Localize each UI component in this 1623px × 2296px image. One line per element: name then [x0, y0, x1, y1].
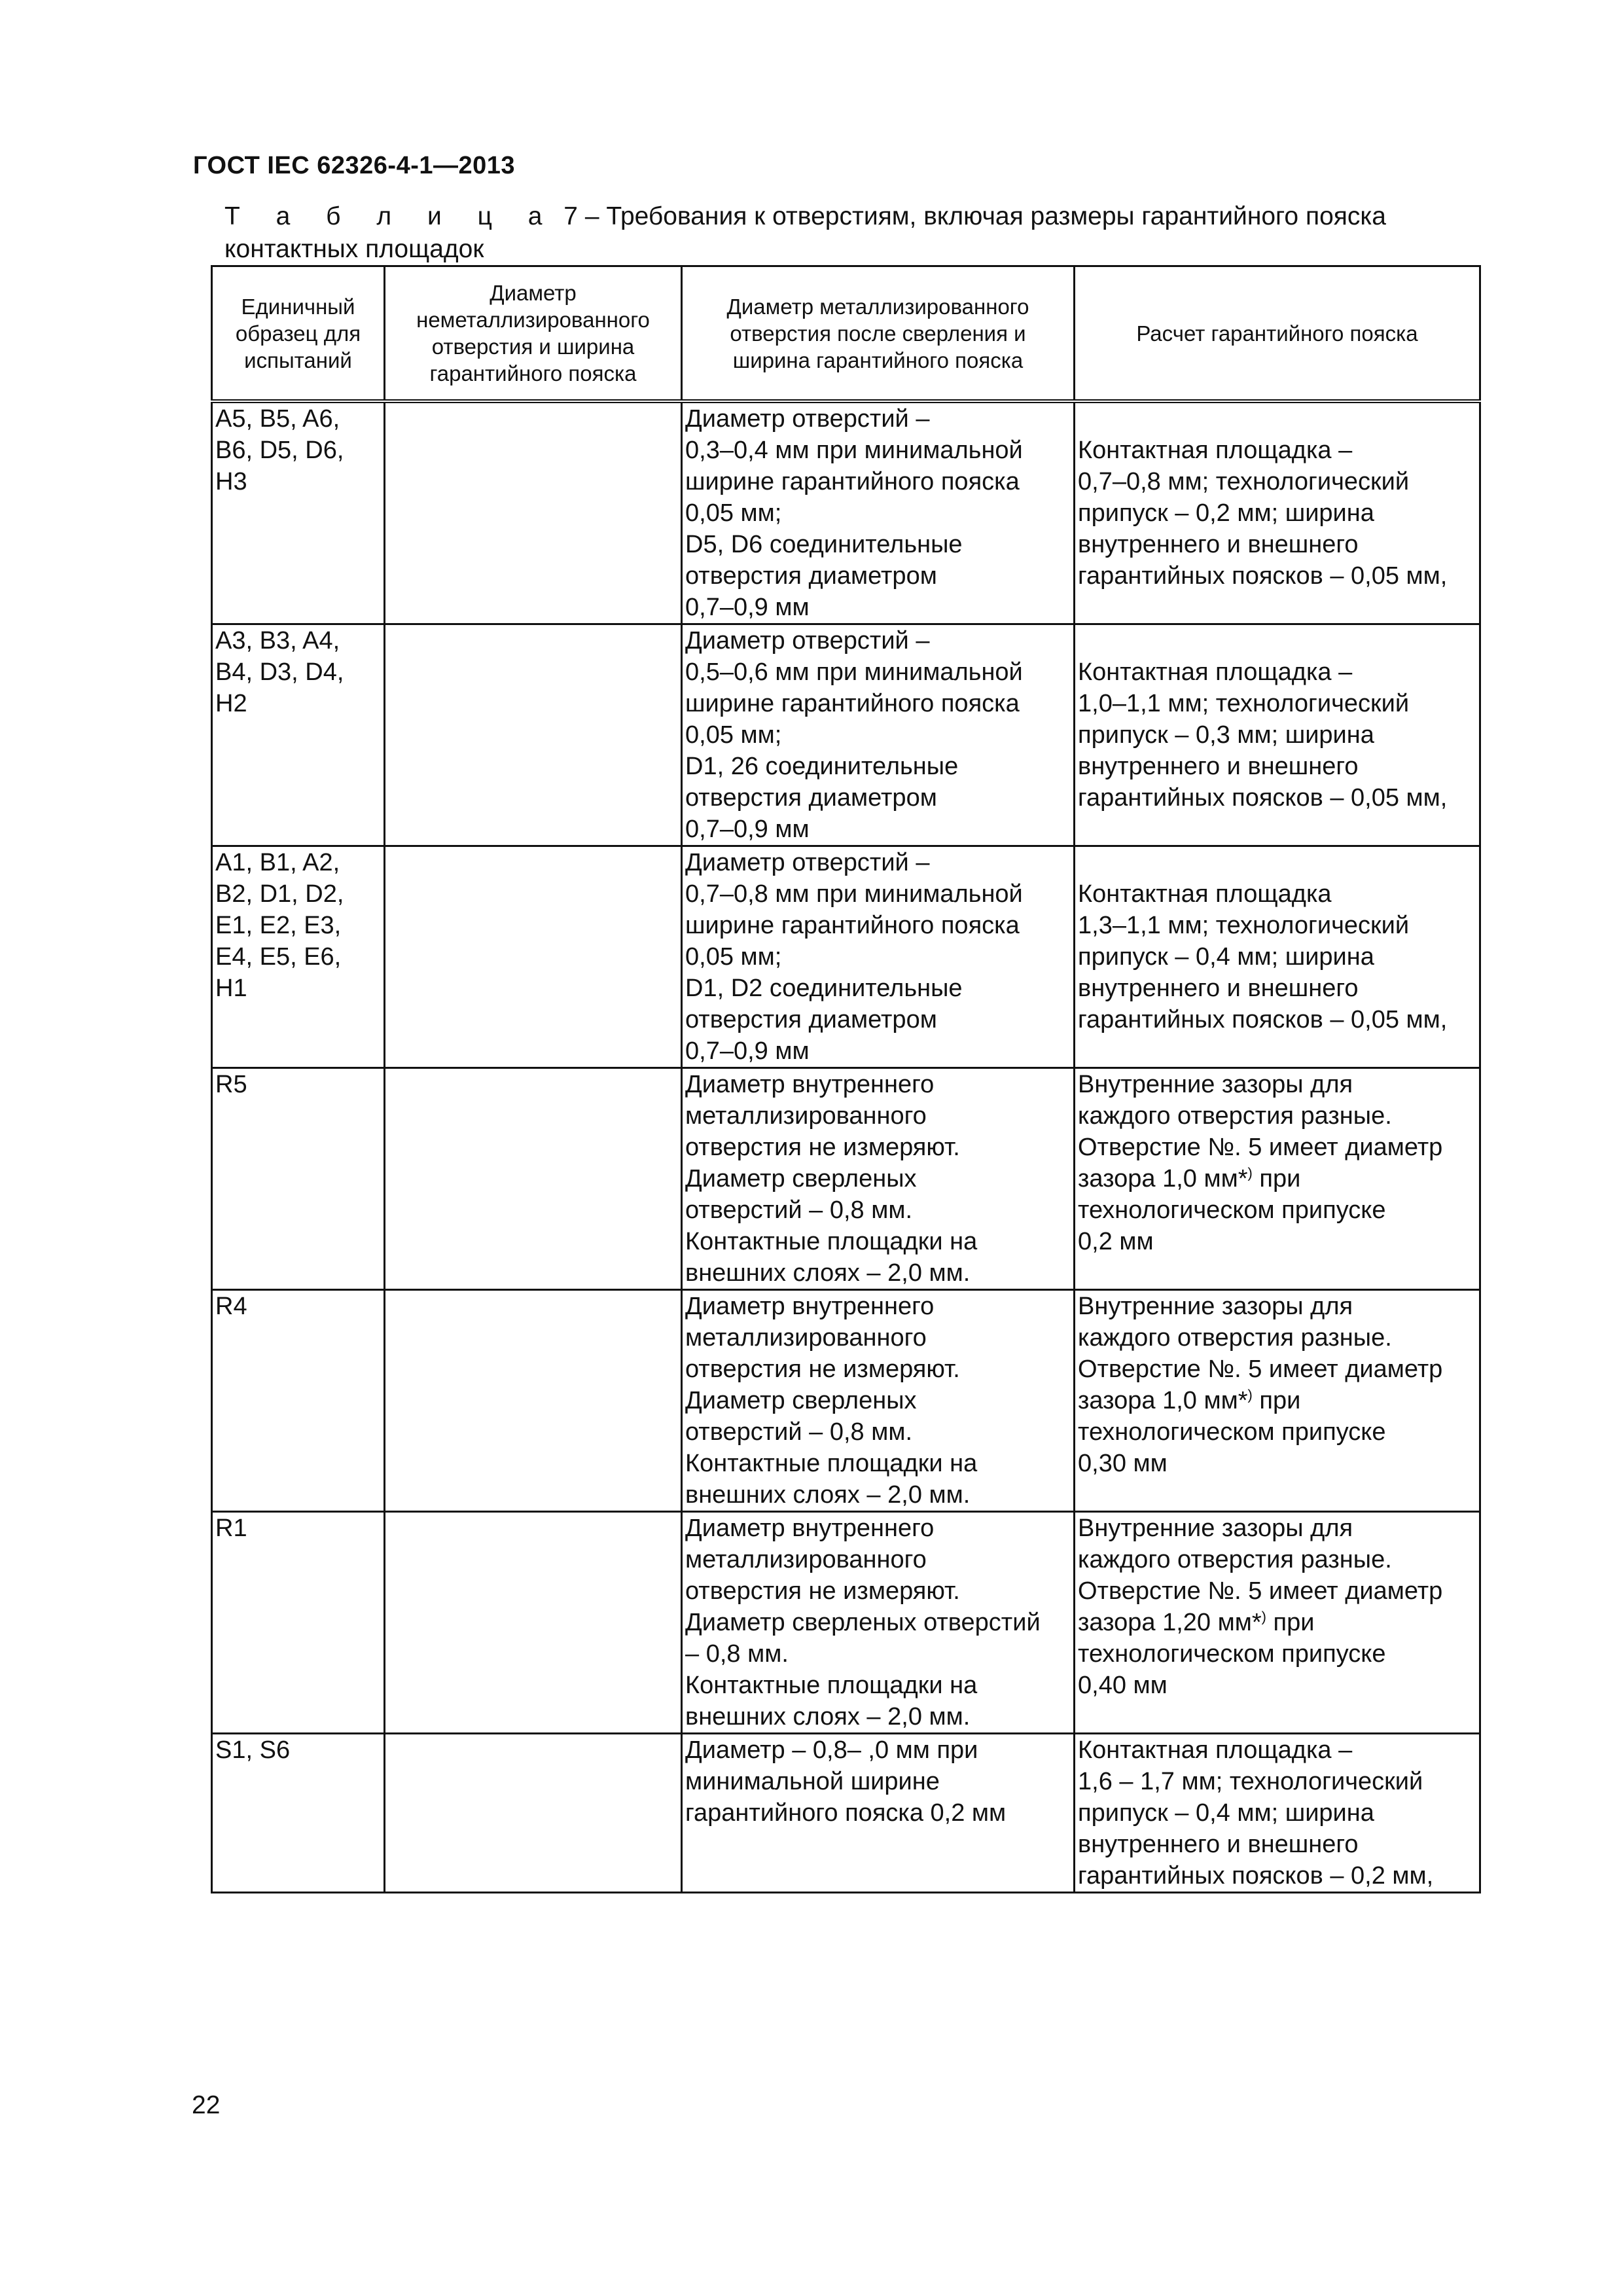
footnote-mark: ): [1247, 1386, 1253, 1403]
table-row: [212, 1290, 1480, 1512]
cell-non-plated: [385, 846, 682, 1068]
column-header-calc: Расчет гарантийного пояска: [1075, 266, 1480, 402]
cell-sample: R5: [212, 1068, 385, 1290]
cell-plated: Диаметр внутреннего металлизированного отверстия не измеряют. Диаметр сверленых отверстий – 0,8 мм. Контактные площадки на внешних слоях – 2,0 мм.: [682, 1068, 1075, 1290]
column-header-sample: Единичный образец для испытаний: [212, 266, 385, 402]
cell-calc: Контактная площадка – 1,6 – 1,7 мм; технологический припуск – 0,4 мм; ширина внутреннего и внешнего гарантийных поясков – 0,2 мм,: [1075, 1734, 1480, 1893]
cell-calc: [1075, 1512, 1480, 1734]
requirements-table: [211, 265, 1479, 1893]
table-caption-label: Т а б л и ц а: [224, 202, 557, 230]
cell-plated: Диаметр – 0,8– ,0 мм при минимальной ширине гарантийного пояска 0,2 мм: [682, 1734, 1075, 1893]
cell-calc: [1075, 1068, 1480, 1290]
cell-sample: A3, B3, A4, B4, D3, D4, H2: [212, 624, 385, 846]
table-caption-number: 7: [563, 202, 578, 230]
column-header-plated: Диаметр металлизированного отверстия после сверления и ширина гарантийного пояска: [682, 266, 1075, 402]
cell-plated: Диаметр внутреннего металлизированного отверстия не измеряют. Диаметр сверленых отверстий – 0,8 мм. Контактные площадки на внешних слоях – 2,0 мм.: [682, 1512, 1075, 1734]
document-header: ГОСТ IEC 62326-4-1—2013: [193, 152, 516, 179]
cell-non-plated: [385, 1068, 682, 1290]
cell-calc: Контактная площадка – 1,0–1,1 мм; технологический припуск – 0,3 мм; ширина внутреннего и внешнего гарантийных поясков – 0,05 мм,: [1075, 624, 1480, 846]
page-number: 22: [192, 2091, 221, 2119]
calc-text-end: при технологическом припуске 0,30 мм: [1078, 1387, 1386, 1477]
calc-text-start: Внутренние зазоры для каждого отверстия разные. Отверстие №. 5 имеет диаметр зазора 1,20 мм*: [1078, 1515, 1443, 1636]
cell-plated: Диаметр отверстий – 0,7–0,8 мм при минимальной ширине гарантийного пояска 0,05 мм; D1, D2 соединительные отверстия диаметром 0,7–0,9 мм: [682, 846, 1075, 1068]
table-row: [212, 1734, 1480, 1893]
cell-calc: Контактная площадка – 0,7–0,8 мм; технологический припуск – 0,2 мм; ширина внутреннего и внешнего гарантийных поясков – 0,05 мм,: [1075, 401, 1480, 624]
table-caption: [224, 200, 1402, 266]
cell-sample: A1, B1, A2, B2, D1, D2, E1, E2, E3, E4, E5, E6, H1: [212, 846, 385, 1068]
calc-text-end: при технологическом припуске 0,2 мм: [1078, 1165, 1386, 1255]
footnote-mark: ): [1247, 1164, 1253, 1181]
calc-text-start: Внутренние зазоры для каждого отверстия разные. Отверстие №. 5 имеет диаметр зазора 1,0 мм*: [1078, 1293, 1443, 1414]
calc-text-end: при технологическом припуске 0,40 мм: [1078, 1609, 1386, 1699]
cell-calc: Контактная площадка 1,3–1,1 мм; технологический припуск – 0,4 мм; ширина внутреннего и внешнего гарантийных поясков – 0,05 мм,: [1075, 846, 1480, 1068]
cell-sample: A5, B5, A6, B6, D5, D6, H3: [212, 401, 385, 624]
column-header-non-plated: Диаметр неметаллизированного отверстия и ширина гарантийного пояска: [385, 266, 682, 402]
footnote-mark: ): [1261, 1608, 1266, 1625]
cell-plated: Диаметр внутреннего металлизированного отверстия не измеряют. Диаметр сверленых отверстий – 0,8 мм. Контактные площадки на внешних слоях – 2,0 мм.: [682, 1290, 1075, 1512]
table-header-row: [212, 266, 1480, 402]
cell-plated: Диаметр отверстий – 0,3–0,4 мм при минимальной ширине гарантийного пояска 0,05 мм; D5, D6 соединительные отверстия диаметром 0,7–0,9 мм: [682, 401, 1075, 624]
cell-non-plated: [385, 1512, 682, 1734]
calc-text-start: Внутренние зазоры для каждого отверстия разные. Отверстие №. 5 имеет диаметр зазора 1,0 мм*: [1078, 1071, 1443, 1193]
cell-non-plated: [385, 401, 682, 624]
cell-plated: Диаметр отверстий – 0,5–0,6 мм при минимальной ширине гарантийного пояска 0,05 мм; D1, 26 соединительные отверстия диаметром 0,7–0,9 мм: [682, 624, 1075, 846]
table-caption-text: – Требования к отверстиям, включая размеры гарантийного пояска контактных площадок: [224, 202, 1386, 263]
table-row: [212, 624, 1480, 846]
cell-non-plated: [385, 624, 682, 846]
table-row: [212, 401, 1480, 624]
cell-sample: R4: [212, 1290, 385, 1512]
table-row: [212, 1512, 1480, 1734]
cell-calc: [1075, 1290, 1480, 1512]
table-row: [212, 1068, 1480, 1290]
cell-sample: R1: [212, 1512, 385, 1734]
cell-non-plated: [385, 1290, 682, 1512]
table-row: [212, 846, 1480, 1068]
cell-non-plated: [385, 1734, 682, 1893]
cell-sample: S1, S6: [212, 1734, 385, 1893]
